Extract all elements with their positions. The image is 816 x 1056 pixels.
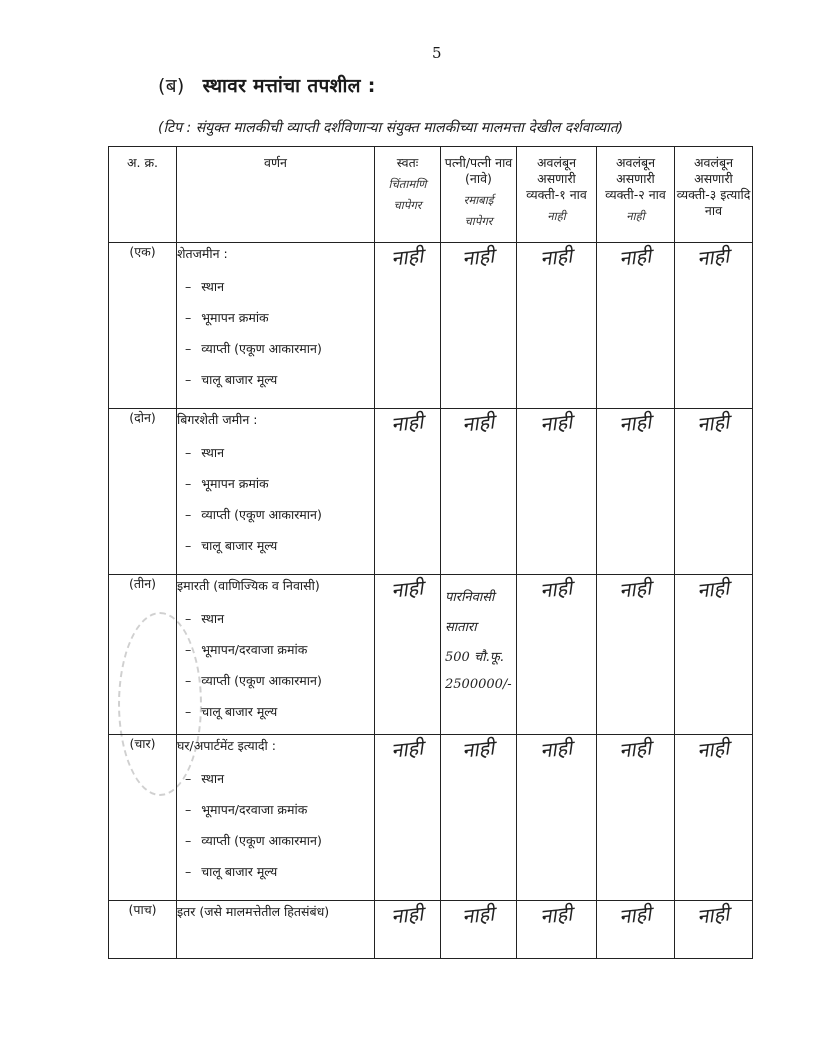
handwritten-value-cell	[597, 243, 675, 409]
header-dependent-2: अवलंबून असणारी व्यक्ती-२ नाव नाही	[597, 147, 675, 243]
handwritten-nil-value: नाही	[618, 575, 653, 603]
table-header-row	[109, 147, 753, 243]
description-sub-item: – चालू बाजार मूल्य	[185, 858, 374, 889]
handwritten-nil-value: नाही	[390, 409, 425, 437]
handwritten-value-cell	[441, 243, 517, 409]
handwritten-nil-value: नाही	[461, 409, 496, 437]
handwritten-value-cell	[375, 409, 441, 575]
handwritten-value-cell	[597, 575, 675, 735]
description-sub-item: – भूमापन क्रमांक	[185, 304, 374, 335]
handwritten-nil-value: नाही	[461, 243, 496, 271]
handwritten-nil-value: नाही	[390, 243, 425, 271]
spouse-property-entries	[441, 575, 517, 735]
handwritten-value-cell	[517, 575, 597, 735]
asset-type-title: इतर (जसे मालमत्तेतील हितसंबंध)	[177, 904, 330, 919]
header-description: वर्णन	[177, 147, 375, 243]
handwritten-dependent-1-name: नाही	[547, 209, 566, 223]
asset-type-title: शेतजमीन :	[177, 246, 228, 261]
description-sub-item: – भूमापन/दरवाजा क्रमांक	[185, 796, 374, 827]
row-description	[177, 735, 375, 901]
handwritten-value-cell	[597, 901, 675, 959]
handwritten-value-cell	[517, 901, 597, 959]
row-description	[177, 243, 375, 409]
handwritten-value-cell	[375, 735, 441, 901]
row-serial: (दोन)	[109, 409, 177, 575]
handwritten-entry: 2500000/-	[445, 677, 512, 692]
description-sub-item: – भूमापन क्रमांक	[185, 470, 374, 501]
description-sub-item: – व्याप्ती (एकूण आकारमान)	[185, 501, 374, 532]
row-serial: (पाच)	[109, 901, 177, 959]
handwritten-value-cell	[375, 575, 441, 735]
handwritten-value-cell	[375, 901, 441, 959]
handwritten-nil-value: नाही	[618, 901, 653, 929]
description-sub-item: – स्थान	[185, 439, 374, 470]
handwritten-value-cell	[675, 409, 753, 575]
handwritten-self-name-2: चापेगर	[393, 198, 422, 212]
handwritten-nil-value: नाही	[461, 735, 496, 763]
handwritten-nil-value: नाही	[696, 901, 731, 929]
handwritten-nil-value: नाही	[539, 735, 574, 763]
row-description	[177, 409, 375, 575]
description-sub-item: – स्थान	[185, 273, 374, 304]
section-note: (टिप : संयुक्त मालकीची व्याप्ती दर्शविणाऱ्या संयुक्त मालकीच्या मालमत्ता देखील दर्शवाव्यात)	[158, 120, 624, 136]
handwritten-entry: सातारा	[445, 620, 477, 635]
asset-type-title: इमारती (वाणिज्यिक व निवासी)	[177, 578, 320, 593]
handwritten-nil-value: नाही	[696, 735, 731, 763]
header-spouse: पत्नी/पत्नी नाव (नावे) रमाबाई चापेगर	[441, 147, 517, 243]
handwritten-nil-value: नाही	[539, 409, 574, 437]
description-sub-item: – चालू बाजार मूल्य	[185, 532, 374, 563]
description-sub-item: – व्याप्ती (एकूण आकारमान)	[185, 667, 374, 698]
description-sub-item: – चालू बाजार मूल्य	[185, 698, 374, 729]
handwritten-nil-value: नाही	[618, 409, 653, 437]
page-number: 5	[432, 44, 442, 62]
section-index: (ब)	[158, 75, 185, 97]
header-self: स्वतः चिंतामणि चापेगर	[375, 147, 441, 243]
handwritten-dependent-2-name: नाही	[626, 209, 645, 223]
row-description	[177, 901, 375, 959]
asset-type-title: बिगरशेती जमीन :	[177, 412, 258, 427]
handwritten-value-cell	[597, 409, 675, 575]
handwritten-value-cell	[441, 901, 517, 959]
handwritten-nil-value: नाही	[696, 409, 731, 437]
handwritten-spouse-name-2: चापेगर	[464, 214, 493, 228]
handwritten-value-cell	[441, 409, 517, 575]
handwritten-value-cell	[517, 409, 597, 575]
section-heading	[158, 72, 376, 98]
table-row	[109, 575, 753, 735]
asset-type-title: घर/अपार्टमेंट इत्यादी :	[177, 738, 276, 753]
table-row	[109, 901, 753, 959]
handwritten-value-cell	[675, 575, 753, 735]
handwritten-value-cell	[375, 243, 441, 409]
immovable-assets-table	[108, 146, 753, 959]
description-sub-item: – स्थान	[185, 765, 374, 796]
table-row	[109, 243, 753, 409]
handwritten-nil-value: नाही	[390, 901, 425, 929]
description-sub-item: – चालू बाजार मूल्य	[185, 366, 374, 397]
handwritten-nil-value: नाही	[461, 901, 496, 929]
handwritten-nil-value: नाही	[696, 243, 731, 271]
handwritten-nil-value: नाही	[539, 575, 574, 603]
handwritten-entry: 500 चौ.फू.	[445, 650, 504, 665]
description-sub-item: – भूमापन/दरवाजा क्रमांक	[185, 636, 374, 667]
handwritten-nil-value: नाही	[618, 243, 653, 271]
handwritten-value-cell	[675, 243, 753, 409]
description-sub-item: – व्याप्ती (एकूण आकारमान)	[185, 827, 374, 858]
row-serial: (एक)	[109, 243, 177, 409]
handwritten-nil-value: नाही	[390, 575, 425, 603]
handwritten-self-name-1: चिंतामणि	[388, 177, 427, 191]
header-serial: अ. क्र.	[109, 147, 177, 243]
header-dependent-3: अवलंबून असणारी व्यक्ती-३ इत्यादि नाव	[675, 147, 753, 243]
handwritten-nil-value: नाही	[539, 243, 574, 271]
handwritten-entry: पारनिवासी	[445, 590, 495, 605]
handwritten-spouse-name-1: रमाबाई	[463, 193, 494, 207]
section-title: स्थावर मत्तांचा तपशील :	[202, 75, 376, 97]
handwritten-nil-value: नाही	[390, 735, 425, 763]
description-sub-item: – स्थान	[185, 605, 374, 636]
row-serial: (तीन)	[109, 575, 177, 735]
handwritten-value-cell	[517, 735, 597, 901]
handwritten-nil-value: नाही	[696, 575, 731, 603]
handwritten-value-cell	[441, 735, 517, 901]
header-dependent-1: अवलंबून असणारी व्यक्ती-१ नाव नाही	[517, 147, 597, 243]
table-row	[109, 409, 753, 575]
handwritten-value-cell	[597, 735, 675, 901]
row-serial: (चार)	[109, 735, 177, 901]
handwritten-value-cell	[517, 243, 597, 409]
handwritten-nil-value: नाही	[618, 735, 653, 763]
handwritten-value-cell	[675, 901, 753, 959]
table-row	[109, 735, 753, 901]
row-description	[177, 575, 375, 735]
handwritten-nil-value: नाही	[539, 901, 574, 929]
description-sub-item: – व्याप्ती (एकूण आकारमान)	[185, 335, 374, 366]
handwritten-value-cell	[675, 735, 753, 901]
